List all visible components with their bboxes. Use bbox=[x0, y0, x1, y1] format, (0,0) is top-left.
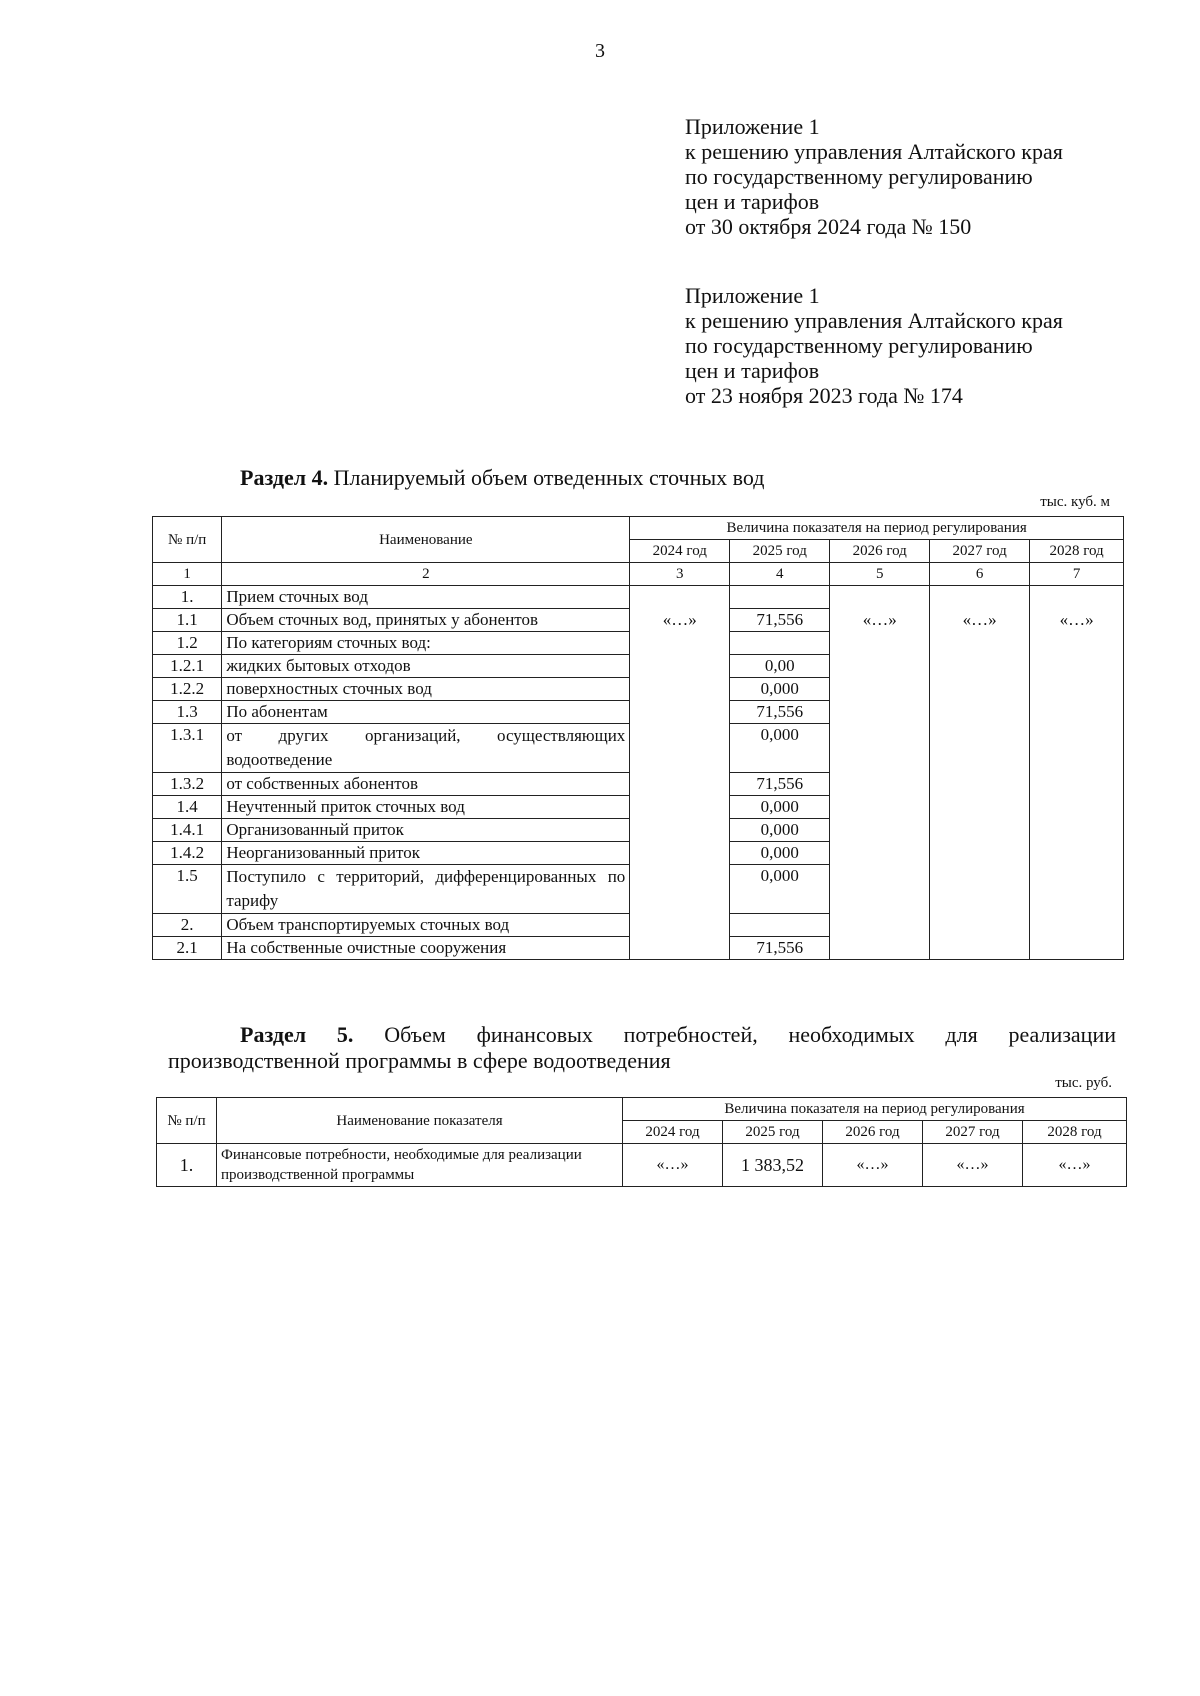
section5-unit: тыс. руб. bbox=[1055, 1075, 1112, 1091]
header-year: 2027 год bbox=[923, 1121, 1023, 1144]
header-year: 2027 год bbox=[930, 540, 1030, 563]
header-period: Величина показателя на период регулирования bbox=[623, 1098, 1127, 1121]
table-row: 1. Прием сточных вод bbox=[153, 586, 1124, 609]
section4-label: Раздел 4. bbox=[240, 465, 329, 490]
appendix-line: по государственному регулированию bbox=[685, 333, 1033, 358]
table-row: 1.4.1 Организованный приток 0,000 bbox=[153, 819, 1124, 842]
appendix-line: цен и тарифов bbox=[685, 358, 820, 383]
header-year: 2024 год bbox=[630, 540, 730, 563]
table-row: 1. Финансовые потребности, необходимые для реализации производственной программы «…» 1 383,52 «…» «…» «…» bbox=[157, 1144, 1127, 1187]
table-row: 1.2 По категориям сточных вод: bbox=[153, 632, 1124, 655]
placeholder-2024: «…» bbox=[630, 609, 730, 960]
appendix-line: Приложение 1 bbox=[685, 114, 820, 139]
appendix-block-previous bbox=[685, 283, 1063, 408]
header-year: 2028 год bbox=[1023, 1121, 1127, 1144]
placeholder-2026: «…» bbox=[830, 609, 930, 960]
col-number: 6 bbox=[930, 563, 1030, 586]
section4-table bbox=[152, 516, 1124, 960]
table-row: 1.3.2 от собственных абонентов 71,556 bbox=[153, 773, 1124, 796]
col-number: 2 bbox=[222, 563, 630, 586]
header-name: Наименование показателя bbox=[217, 1098, 623, 1144]
header-num: № п/п bbox=[157, 1098, 217, 1144]
header-year: 2028 год bbox=[1030, 540, 1124, 563]
appendix-line: от 23 ноября 2023 года № 174 bbox=[685, 383, 963, 408]
table-row: 2. Объем транспортируемых сточных вод bbox=[153, 914, 1124, 937]
table-row: 2.1 На собственные очистные сооружения 71,556 bbox=[153, 937, 1124, 960]
table-row: 1.3.1 от других организаций, осуществляющих водоотведение 0,000 bbox=[153, 724, 1124, 773]
appendix-block-current bbox=[685, 114, 1063, 239]
section4-title bbox=[240, 465, 764, 491]
section5-title-text: Объем финансовых потребностей, необходимых для реализации производственной программы в сфере водоотведения bbox=[168, 1022, 1116, 1073]
appendix-line: от 30 октября 2024 года № 150 bbox=[685, 214, 972, 239]
table-row: 1.3 По абонентам 71,556 bbox=[153, 701, 1124, 724]
table-row: 1.1 Объем сточных вод, принятых у абонентов «…» 71,556 «…» «…» «…» bbox=[153, 609, 1124, 632]
header-year: 2024 год bbox=[623, 1121, 723, 1144]
placeholder-2027: «…» bbox=[930, 609, 1030, 960]
section5-title bbox=[168, 1022, 1116, 1074]
section5-label: Раздел 5. bbox=[240, 1022, 354, 1047]
col-number: 3 bbox=[630, 563, 730, 586]
appendix-line: к решению управления Алтайского края bbox=[685, 139, 1063, 164]
header-year: 2026 год bbox=[823, 1121, 923, 1144]
section5-table bbox=[156, 1097, 1127, 1187]
table-row: 1.4 Неучтенный приток сточных вод 0,000 bbox=[153, 796, 1124, 819]
col-number: 5 bbox=[830, 563, 930, 586]
header-num: № п/п bbox=[153, 517, 222, 563]
placeholder-2028: «…» bbox=[1030, 609, 1124, 960]
col-number: 1 bbox=[153, 563, 222, 586]
appendix-line: цен и тарифов bbox=[685, 189, 820, 214]
section4-unit: тыс. куб. м bbox=[1040, 494, 1110, 510]
col-number: 4 bbox=[730, 563, 830, 586]
header-year: 2026 год bbox=[830, 540, 930, 563]
appendix-line: к решению управления Алтайского края bbox=[685, 308, 1063, 333]
header-period: Величина показателя на период регулирования bbox=[630, 517, 1124, 540]
table-row: 1.2.1 жидких бытовых отходов 0,00 bbox=[153, 655, 1124, 678]
appendix-line: по государственному регулированию bbox=[685, 164, 1033, 189]
table-row: 1.2.2 поверхностных сточных вод 0,000 bbox=[153, 678, 1124, 701]
header-name: Наименование bbox=[222, 517, 630, 563]
page-number: 3 bbox=[595, 40, 605, 62]
col-number: 7 bbox=[1030, 563, 1124, 586]
header-year: 2025 год bbox=[723, 1121, 823, 1144]
header-year: 2025 год bbox=[730, 540, 830, 563]
table-row: 1.5 Поступило с территорий, дифференцированных по тарифу 0,000 bbox=[153, 865, 1124, 914]
table-row: 1.4.2 Неорганизованный приток 0,000 bbox=[153, 842, 1124, 865]
appendix-line: Приложение 1 bbox=[685, 283, 820, 308]
section4-title-text: Планируемый объем отведенных сточных вод bbox=[328, 465, 765, 490]
